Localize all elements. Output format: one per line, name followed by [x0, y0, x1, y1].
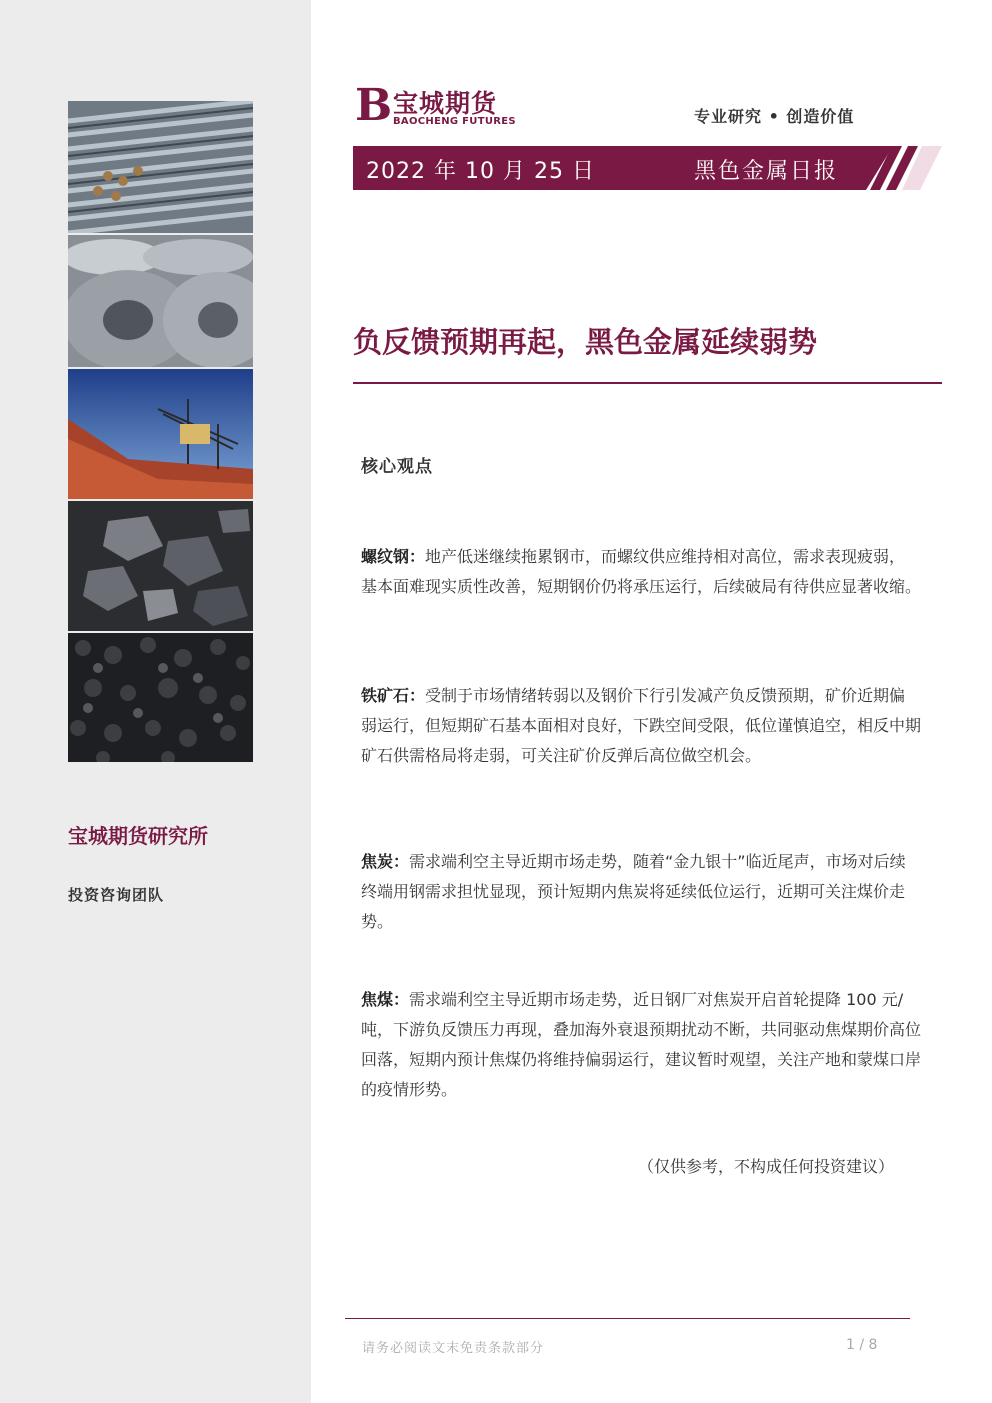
- paragraph-coke: [361, 847, 921, 937]
- steel-coil-photo: [68, 235, 253, 367]
- paragraph-iron-ore: [361, 681, 921, 771]
- report-date: 2022 年 10 月 25 日: [366, 159, 595, 184]
- brand-name-en: BAOCHENG FUTURES: [393, 116, 516, 127]
- paragraph-text: 受制于市场情绪转弱以及钢价下行引发减产负反馈预期，矿价近期偏弱运行，但短期矿石基本面相对良好，下跌空间受限，低位谨慎追空，相反中期矿石供需格局将走弱，可关注矿价反弹后高位做空机会。: [361, 686, 922, 765]
- research-institute-name: 宝城期货研究所: [68, 824, 208, 848]
- section-heading: 核心观点: [361, 457, 433, 477]
- slogan: 专业研究 • 创造价值: [694, 107, 855, 126]
- paragraph-label: 铁矿石：: [361, 686, 426, 705]
- brand-logo: [355, 80, 525, 132]
- paragraph-rebar: [361, 542, 921, 602]
- paragraph-label: 焦煤：: [361, 990, 410, 1009]
- logo-mark: B: [355, 80, 393, 131]
- title-divider: [353, 382, 942, 384]
- coke-pile-photo: [68, 633, 253, 762]
- paragraph-label: 焦炭：: [361, 852, 410, 871]
- iron-ore-stacker-photo: [68, 369, 253, 499]
- team-name: 投资咨询团队: [68, 886, 165, 904]
- coal-lumps-photo: [68, 501, 253, 631]
- brand-name-cn: 宝城期货: [393, 89, 498, 118]
- paragraph-text: 需求端利空主导近期市场走势，随着“金九银十”临近尾声，市场对后续终端用钢需求担忧显现，预计短期内焦炭将延续低位运行，近期可关注煤价走势。: [361, 852, 906, 931]
- rebar-photo: [68, 101, 253, 233]
- paragraph-label: 螺纹钢：: [361, 547, 426, 566]
- footer-divider: [345, 1318, 910, 1319]
- page-number: 1 / 8: [846, 1337, 878, 1353]
- footer-note: 请务必阅读文末免责条款部分: [362, 1341, 545, 1356]
- disclaimer: （仅供参考，不构成任何投资建议）: [638, 1157, 895, 1176]
- report-type: 黑色金属日报: [694, 159, 839, 184]
- report-title: 负反馈预期再起，黑色金属延续弱势: [353, 325, 818, 359]
- banner-stripes: [862, 146, 942, 190]
- paragraph-text: 地产低迷继续拖累钢市，而螺纹供应维持相对高位，需求表现疲弱，基本面难现实质性改善，短期钢价仍将承压运行，后续破局有待供应显著收缩。: [361, 547, 922, 596]
- sidebar: [0, 0, 311, 1403]
- paragraph-text: 需求端利空主导近期市场走势，近日钢厂对焦炭开启首轮提降 100 元/吨，下游负反馈压力再现，叠加海外衰退预期扰动不断，共同驱动焦煤期价高位回落，短期内预计焦煤仍将维持偏弱运行，建议暂时观望，关注产地和蒙煤口岸的疫情形势。: [361, 990, 922, 1099]
- paragraph-coking-coal: [361, 985, 921, 1105]
